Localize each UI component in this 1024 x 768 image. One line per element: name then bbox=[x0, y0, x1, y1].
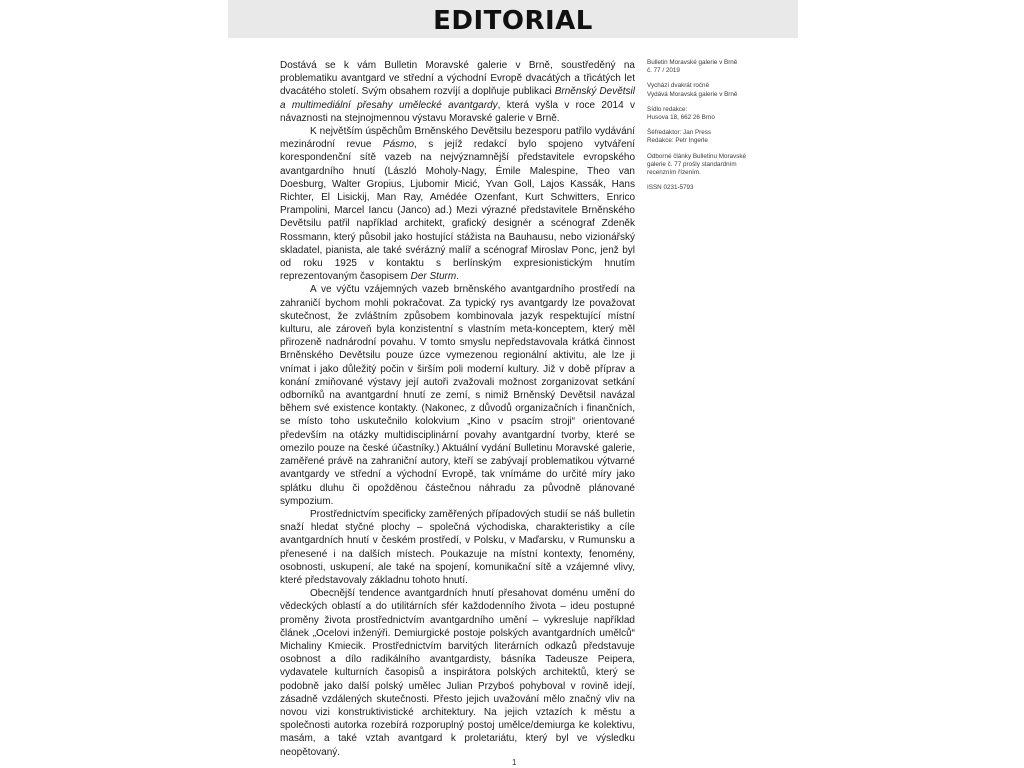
paragraph-avantgarde: A ve výčtu vzájemných vazeb brněnského avantgardního prostředí na zahraničí bychom mohli pokračovat. Za typický rys avantgardy lze považovat skutečnost, že zvláštním způsobem kombinovala jazyk respektující místní kulturu, ale zároveň byla konzistentní s vlastním meta-konceptem, který měl přirozeně nadnárodní povahu. V tomto smyslu nepředstavovala krátká činnost Brněnského Devětsilu pouze úzce vymezenou regionální aktivitu, ale lze ji vnímat i jako důležitý počin v širším poli moderní kultury. Již v době příprav a konání zmiňované výstavy její autoři zvažovali možnost zorganizovat setkání odborníků na avantgardní hnutí ze zemí, s nimiž Brněnský Devětsil navázal během své existence kontakty. (Nakonec, z důvodů organizačních i finančních, se místo toho uskutečnilo kolokvium „Kino v psacím stroji“ orientované především na otázky multidisciplinární povahy avantgardní tvorby, které se omezilo pouze na české účastníky.) Aktuální vydání Bulletinu Moravské galerie, zaměřené právě na zahraniční autory, kteří se zabývají problematikou výtvarné avantgardy ve střední a východní Evropě, tak vnímáme do určité míry jako splátku dluhu či opožděnou částečnou náhradu za původně plánované sympozium. bbox=[280, 284, 635, 507]
colophon-bulletin: Bulletin Moravské galerie v Brně č. 77 / 2019 bbox=[647, 59, 738, 75]
page-margin bbox=[0, 0, 228, 768]
paragraph-intro: Dostává se k vám Bulletin Moravské galerie v Brně, soustředěný na problematiku avantgard ve střední a východní Evropě dvacátých a třicátých let dvacátého století. Svým obsahem rozvíjí a doplňuje publikaci Brněnský Devětsil a multimediální přesahy umělecké avantgardy, která vyšla v roce 2014 v návaznosti na stejnojmennou výstavu Moravské galerie v Brně. bbox=[280, 60, 635, 124]
paragraph-devetsil: K největším úspěchům Brněnského Devětsilu bezesporu patřilo vydávání mezinárodní revue Pásmo, s jejíž redakcí bylo spojeno vytváření korespondenční sítě vazeb na nejvýznamnější představitele evropského avantgardního hnutí (László Moholy-Nagy, Émile Malespine, Theo van Doesburg, Walter Gropius, Ljubomir Micić, Yvan Goll, Lajos Kassák, Hans Richter, El Lisickij, Man Ray, Amédée Ozenfant, Kurt Schwitters, Enrico Prampolini, Marcel Iancu (Janco) ad.) Mezi výrazné představitele Brněnského Devětsilu patřil například architekt, grafický designér a scénograf Zdeněk Rossmann, který působil jako hostující stážista na Bauhausu, nebo vizionářský skladatel, pianista, ale také svérázný malíř a scénograf Miroslav Ponc, jenž byl od roku 1925 v kontaktu s berlínským expresionistickým hnutím reprezentovaným časopisem Der Sturm. bbox=[280, 126, 635, 283]
publication-title: Brněnský Devětsil a multimediální přesahy umělecké avantgardy bbox=[280, 86, 635, 111]
colophon-publisher: Vychází dvakrát ročně Vydává Moravská galerie v Brně bbox=[647, 82, 738, 98]
paragraph-tendencies: Obecnější tendence avantgardních hnutí přesahovat doménu umění do vědeckých oblastí a do utilitárních sfér každodenního života – ideu postupné proměny života prostřednictvím avantgardního umění – vykresluje například článek „Ocelovi inženýři. Demiurgické postoje polských avantgardních umělců“ Michaliny Kmiecik. Prostřednictvím barvitých literárních odkazů představuje osobnost a dílo radikálního avantgardisty, básníka Tadeusze Peipera, vydavatele kulturních časopisů a inspirátora polských architektů, který se podobně jako další polský umělec Julian Przyboś pohyboval v rovině idejí, zásadně vzdálených skutečnosti. Přesto jejich uvažování mělo značný vliv na novou vizi konstruktivistické architektury. Na jejich vztazích k městu a společnosti autorka rozebírá rozporuplný postoj umělce/demiurga ke kolektivu, masám, a také vztah avantgard k proletariátu, který byl ve výsledku neopětovaný. bbox=[280, 588, 635, 758]
page-number: 1 bbox=[512, 758, 517, 767]
revue-title: Pásmo bbox=[382, 139, 415, 151]
paragraph-case-studies: Prostřednictvím specificky zaměřených případových studií se náš bulletin snaží hledat styčné plochy – společná východiska, charakteristiky a cíle avantgardních hnutí v českém prostředí, v Polsku, v Maďarsku, v Rumunsku a přenesené i na dalších místech. Poukazuje na místní kontexty, fenomény, osobnosti, uskupení, ale také na spojení, komunikační sítě a vzájemné vlivy, které představovaly základnu tohoto hnutí. bbox=[280, 508, 635, 586]
editorial-body bbox=[280, 59, 635, 759]
masthead-title: EDITORIAL bbox=[433, 6, 593, 36]
colophon-issn: ISSN 0231-5793 bbox=[647, 184, 694, 192]
colophon-editors: Šéfredaktor: Jan Press Redakce: Petr Ingerle bbox=[647, 129, 712, 145]
colophon-sidebar bbox=[647, 59, 777, 199]
colophon-review: Odborné články Bulletinu Moravské galerie č. 77 prošly standardním recenzním řízením. bbox=[647, 152, 747, 177]
colophon-address: Sídlo redakce: Husova 18, 662 26 Brno bbox=[647, 105, 715, 122]
magazine-title: Der Sturm bbox=[410, 271, 457, 283]
header-band bbox=[228, 0, 798, 38]
